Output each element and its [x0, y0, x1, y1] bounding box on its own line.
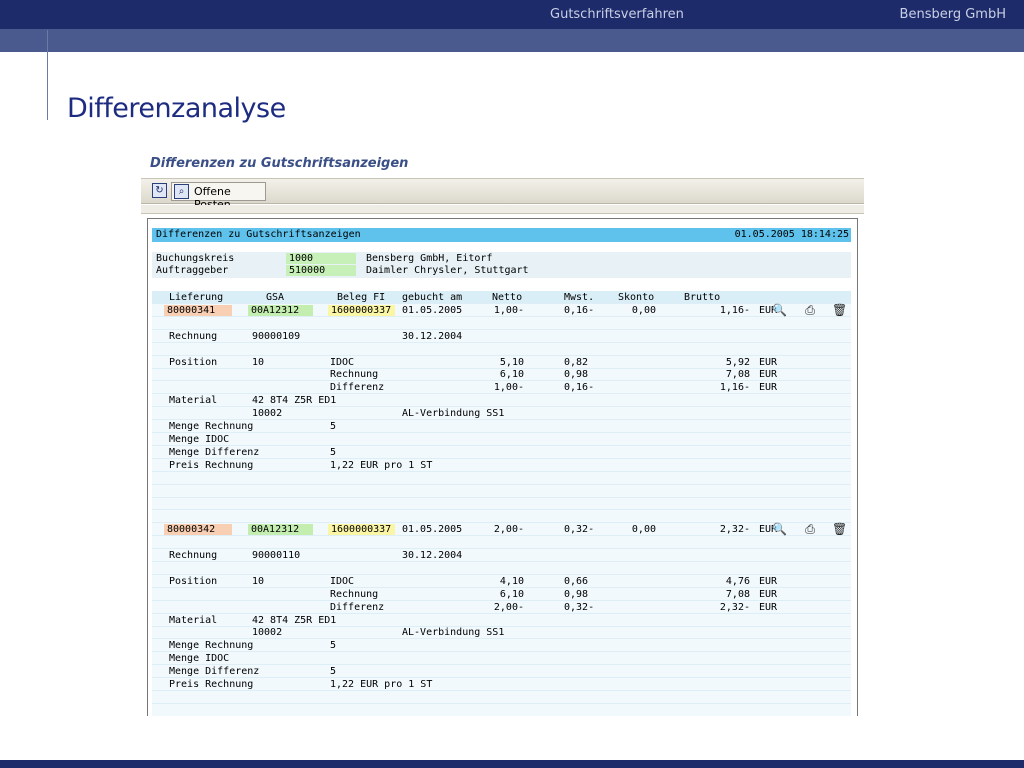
- position-row: [152, 575, 851, 588]
- material-row: [152, 394, 851, 407]
- posting-date: 01.05.2005: [402, 524, 463, 536]
- position-currency: EUR: [759, 575, 778, 587]
- position-row-label: Differenz: [330, 601, 385, 613]
- currency: EUR: [759, 304, 778, 316]
- blank-row: [152, 343, 851, 356]
- delivery-number[interactable]: 80000342: [164, 524, 232, 535]
- report-title: Differenzen zu Gutschriftsanzeigen: [156, 229, 361, 240]
- material-number: 42 8T4 Z5R ED1: [252, 395, 337, 407]
- report-datetime: 01.05.2005 18:14:25: [734, 229, 849, 240]
- column-header-gsa: GSA: [266, 292, 285, 303]
- blank-row: [152, 536, 851, 549]
- report-grid: [152, 291, 851, 716]
- position-number: 10: [252, 575, 265, 587]
- analyze-icon[interactable]: 🔍: [772, 302, 787, 317]
- position-gross: 4,76: [725, 575, 750, 587]
- fi-document-number[interactable]: 1600000337: [328, 305, 395, 316]
- quantity-value: 5: [330, 666, 337, 678]
- info-label-buchungskreis: Buchungskreis: [156, 253, 235, 264]
- column-header-brutto: Brutto: [684, 292, 721, 303]
- column-header-lieferung: Lieferung: [169, 292, 224, 303]
- position-currency: EUR: [759, 356, 778, 368]
- blank-row: [152, 497, 851, 510]
- delete-icon[interactable]: 🗑: [832, 302, 848, 317]
- position-net: 4,10: [499, 575, 524, 587]
- invoice-number: 90000109: [252, 330, 301, 342]
- position-vat: 0,32-: [564, 601, 595, 613]
- slide-header-bar: [0, 0, 1024, 29]
- position-row: [152, 356, 851, 369]
- material-description: AL-Verbindung SS1: [402, 627, 505, 639]
- invoice-row: [152, 330, 851, 343]
- position-vat: 0,98: [564, 369, 589, 381]
- position-row: [152, 601, 851, 614]
- position-number: 10: [252, 356, 265, 368]
- currency: EUR: [759, 524, 778, 536]
- position-gross: 7,08: [725, 588, 750, 600]
- blank-row: [152, 691, 851, 704]
- column-header-mwst: Mwst.: [564, 292, 595, 303]
- material-label: Material: [169, 614, 218, 626]
- position-row-label: Rechnung: [330, 369, 379, 381]
- vat-amount: 0,16-: [564, 304, 595, 316]
- info-code-buchungskreis: 1000: [286, 253, 356, 264]
- sap-toolbar: [141, 178, 864, 204]
- quantity-value: 1,22 EUR pro 1 ST: [330, 459, 433, 471]
- position-net: 2,00-: [493, 601, 524, 613]
- quantity-label: Menge Rechnung: [169, 421, 254, 432]
- position-vat: 0,16-: [564, 382, 595, 394]
- blank-row: [152, 472, 851, 485]
- invoice-label: Rechnung: [169, 550, 218, 561]
- slide-header-center: Gutschriftsverfahren: [550, 7, 684, 22]
- info-name-buchungskreis: Bensberg GmbH, Eitorf: [366, 253, 493, 264]
- gsa-number[interactable]: 00A12312: [248, 305, 313, 316]
- quantity-label: Menge Differenz: [169, 666, 260, 678]
- quantity-label: Preis Rechnung: [169, 679, 254, 690]
- vat-amount: 0,32-: [564, 524, 595, 536]
- posting-date: 01.05.2005: [402, 304, 463, 316]
- position-row: [152, 368, 851, 381]
- blank-row: [152, 485, 851, 498]
- position-label: Position: [169, 575, 218, 587]
- info-name-auftraggeber: Daimler Chrysler, Stuttgart: [366, 265, 529, 276]
- invoice-number: 90000110: [252, 550, 301, 561]
- quantity-row: [152, 639, 851, 652]
- position-row-label: Rechnung: [330, 588, 379, 600]
- report-header: [152, 228, 851, 242]
- entry-summary-row: [152, 523, 851, 536]
- blank-row: [152, 317, 851, 330]
- quantity-label: Preis Rechnung: [169, 459, 254, 471]
- column-header-gebucht-am: gebucht am: [402, 292, 463, 303]
- open-items-label: Offene: [194, 185, 231, 198]
- material-sub-row: [152, 407, 851, 420]
- position-currency: EUR: [759, 369, 778, 381]
- print-icon[interactable]: ⎙: [805, 522, 815, 537]
- quantity-value: 1,22 EUR pro 1 ST: [330, 679, 433, 690]
- column-header-skonto: Skonto: [618, 292, 655, 303]
- column-header-row: [152, 291, 851, 304]
- position-vat: 0,66: [564, 575, 589, 587]
- material-sub-number: 10002: [252, 408, 283, 420]
- quantity-label: Menge Rechnung: [169, 640, 254, 652]
- position-vat: 0,82: [564, 356, 589, 368]
- discount-amount: 0,00: [631, 304, 656, 316]
- column-header-netto: Netto: [492, 292, 523, 303]
- material-sub-row: [152, 626, 851, 639]
- sap-window-title: Differenzen zu Gutschriftsanzeigen: [150, 156, 409, 171]
- quantity-value: 5: [330, 640, 337, 652]
- quantity-row: [152, 665, 851, 678]
- page-title: Differenzanalyse: [67, 93, 286, 124]
- position-currency: EUR: [759, 588, 778, 600]
- info-label-auftraggeber: Auftraggeber: [156, 265, 229, 276]
- entry-summary-row: [152, 304, 851, 317]
- quantity-label: Menge IDOC: [169, 433, 230, 445]
- position-gross: 7,08: [725, 369, 750, 381]
- slide-divider-line: [47, 30, 48, 120]
- gross-amount: 2,32-: [719, 524, 750, 536]
- gsa-number[interactable]: 00A12312: [248, 524, 313, 535]
- slide-footer-bar: [0, 760, 1024, 768]
- quantity-row: [152, 652, 851, 665]
- position-net: 6,10: [499, 369, 524, 381]
- invoice-date: 30.12.2004: [402, 330, 463, 342]
- invoice-date: 30.12.2004: [402, 550, 463, 561]
- position-row: [152, 588, 851, 601]
- material-number: 42 8T4 Z5R ED1: [252, 614, 337, 626]
- quantity-row: [152, 678, 851, 691]
- quantity-value: 5: [330, 446, 337, 458]
- blank-row: [152, 704, 851, 716]
- material-sub-number: 10002: [252, 627, 283, 639]
- net-amount: 2,00-: [493, 524, 524, 536]
- position-row: [152, 381, 851, 394]
- quantity-row: [152, 446, 851, 459]
- quantity-value: 5: [330, 421, 337, 432]
- position-gross: 2,32-: [719, 601, 750, 613]
- net-amount: 1,00-: [493, 304, 524, 316]
- quantity-row: [152, 459, 851, 472]
- position-row-label: IDOC: [330, 356, 355, 368]
- open-items-button[interactable]: [171, 182, 266, 201]
- report-info-block: [152, 252, 851, 278]
- gross-amount: 1,16-: [719, 304, 750, 316]
- magnifier-icon: ⌕: [174, 184, 189, 199]
- fi-document-number[interactable]: 1600000337: [328, 524, 395, 535]
- material-row: [152, 614, 851, 627]
- position-net: 5,10: [499, 356, 524, 368]
- blank-row: [152, 510, 851, 523]
- toolbar-separator: [141, 205, 864, 214]
- material-description: AL-Verbindung SS1: [402, 408, 505, 420]
- slide-sub-bar: [0, 29, 1024, 52]
- sap-screenshot: [141, 150, 864, 716]
- delivery-number[interactable]: 80000341: [164, 305, 232, 316]
- position-currency: EUR: [759, 382, 778, 394]
- invoice-label: Rechnung: [169, 330, 218, 342]
- position-net: 1,00-: [493, 382, 524, 394]
- report-list: [147, 218, 858, 716]
- info-code-auftraggeber: 510000: [286, 265, 356, 276]
- position-gross: 5,92: [725, 356, 750, 368]
- quantity-label: Menge IDOC: [169, 653, 230, 665]
- position-net: 6,10: [499, 588, 524, 600]
- discount-amount: 0,00: [631, 524, 656, 536]
- position-currency: EUR: [759, 601, 778, 613]
- column-header-beleg-fi: Beleg FI: [337, 292, 386, 303]
- position-row-label: Differenz: [330, 382, 385, 394]
- refresh-icon[interactable]: ↻: [152, 183, 167, 198]
- quantity-row: [152, 433, 851, 446]
- quantity-label: Menge Differenz: [169, 446, 260, 458]
- quantity-row: [152, 420, 851, 433]
- slide-header-company: Bensberg GmbH: [899, 7, 1006, 22]
- position-row-label: IDOC: [330, 575, 355, 587]
- invoice-row: [152, 549, 851, 562]
- delete-icon[interactable]: 🗑: [832, 522, 848, 537]
- blank-row: [152, 562, 851, 575]
- position-gross: 1,16-: [719, 382, 750, 394]
- position-vat: 0,98: [564, 588, 589, 600]
- analyze-icon[interactable]: 🔍: [772, 522, 787, 537]
- position-label: Position: [169, 356, 218, 368]
- material-label: Material: [169, 395, 218, 407]
- print-icon[interactable]: ⎙: [805, 302, 815, 317]
